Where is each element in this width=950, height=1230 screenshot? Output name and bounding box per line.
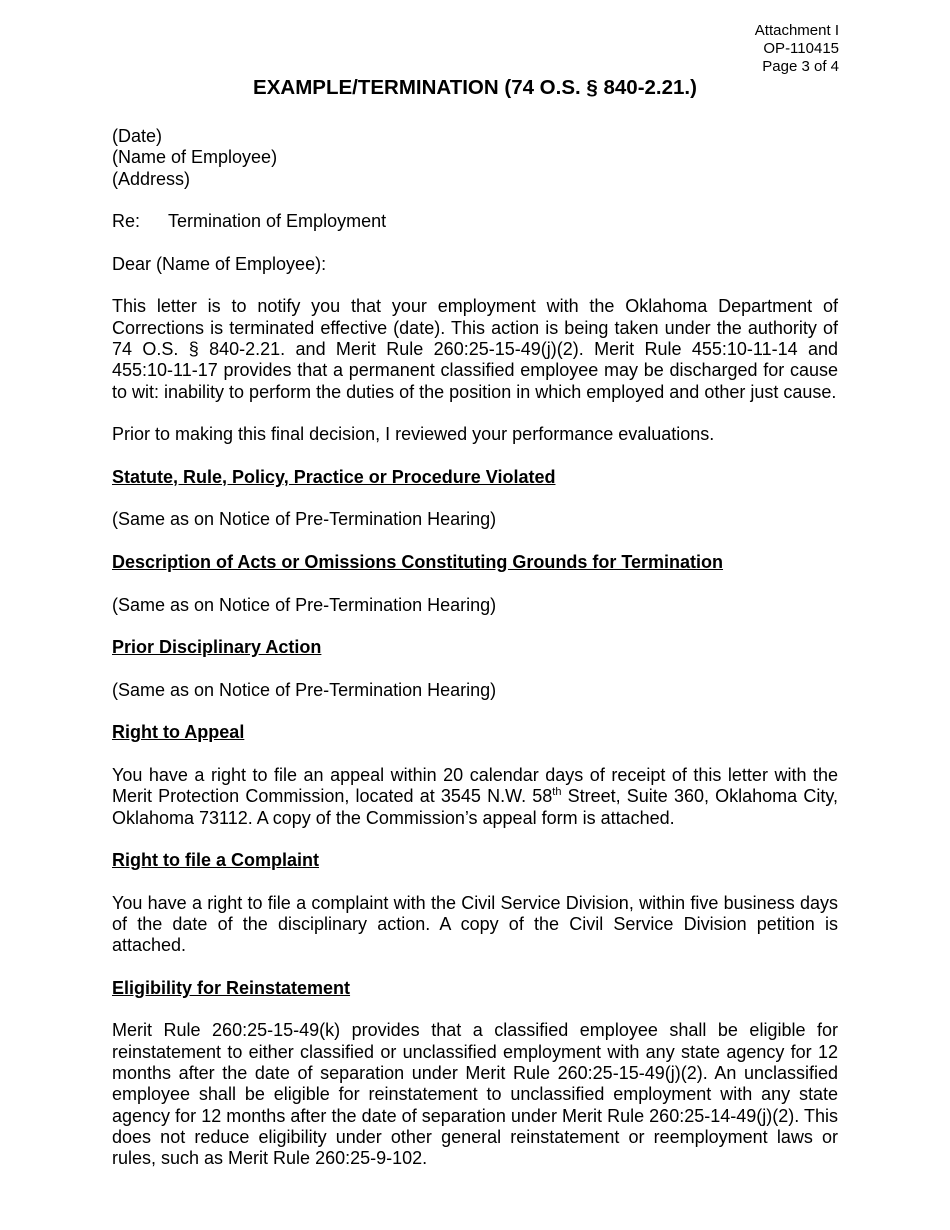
attachment-label: Attachment I <box>754 22 839 39</box>
complaint-body: You have a right to file a complaint with the Civil Service Division, within five business days of the date of the disciplinary action. A copy of the Civil Service Division petition is attached. <box>112 892 838 956</box>
appeal-body <box>112 765 838 829</box>
address-block <box>112 126 838 190</box>
document-title: EXAMPLE/TERMINATION (74 O.S. § 840-2.21.) <box>253 76 697 99</box>
re-subject: Termination of Employment <box>168 211 387 232</box>
prior-review-paragraph: Prior to making this final decision, I reviewed your performance evaluations. <box>112 424 715 445</box>
ordinal-suffix: th <box>552 786 562 799</box>
letter-body <box>112 126 838 1191</box>
address-placeholder: (Address) <box>112 168 191 189</box>
reinstatement-body: Merit Rule 260:25-15-49(k) provides that a classified employee shall be eligible for reinstatement to either classified or unclassified employment with any state agency for 12 months after the date of separation under Merit Rule 260:25-15-49(j)(2). An unclassified employee shall be eligible for reinstatement to unclassified employment with any state agency for 12 months after the date of separation under Merit Rule 260:25-14-49(j)(2). This does not reduce eligibility under other general reinstatement or reemployment laws or rules, such as Merit Rule 260:25-9-102. <box>112 1020 838 1169</box>
attachment-header <box>755 22 839 76</box>
prior-action-body: (Same as on Notice of Pre-Termination Hearing) <box>112 679 497 700</box>
date-placeholder: (Date) <box>112 126 163 146</box>
complaint-heading: Right to file a Complaint <box>112 850 319 871</box>
appeal-body-end: Street, Suite 360, Oklahoma City, Oklahoma 73112. A copy of the Commission’s appeal form is attached. <box>112 786 839 828</box>
employee-name-placeholder: (Name of Employee) <box>112 147 278 168</box>
salutation: Dear (Name of Employee): <box>112 253 327 274</box>
description-body: (Same as on Notice of Pre-Termination Hearing) <box>112 594 497 615</box>
reinstatement-heading: Eligibility for Reinstatement <box>112 977 351 998</box>
document-number: OP-110415 <box>763 40 839 57</box>
re-line <box>112 211 838 232</box>
intro-paragraph: This letter is to notify you that your employment with the Oklahoma Department of Corrections is terminated effective (date). This action is being taken under the authority of 74 O.S. § 840-2.21. and Merit Rule 260:25-15-49(j)(2). Merit Rule 455:10-11-14 and 455:10-11-17 provides that a permanent classified employee may be discharged for cause to wit: inability to perform the duties of the position in which employed and other just cause. <box>112 296 838 402</box>
page-number: Page 3 of 4 <box>762 58 839 75</box>
re-label: Re: <box>112 211 141 232</box>
statute-heading: Statute, Rule, Policy, Practice or Procedure Violated <box>112 466 556 487</box>
description-heading: Description of Acts or Omissions Constituting Grounds for Termination <box>112 551 724 572</box>
appeal-heading: Right to Appeal <box>112 722 245 743</box>
statute-body: (Same as on Notice of Pre-Termination Hearing) <box>112 509 497 530</box>
prior-action-heading: Prior Disciplinary Action <box>112 637 322 658</box>
appeal-body-start: You have a right to file an appeal within 20 calendar days of receipt of this letter with the Merit Protection Commission, located at 3545 N.W. 58 <box>112 764 838 807</box>
